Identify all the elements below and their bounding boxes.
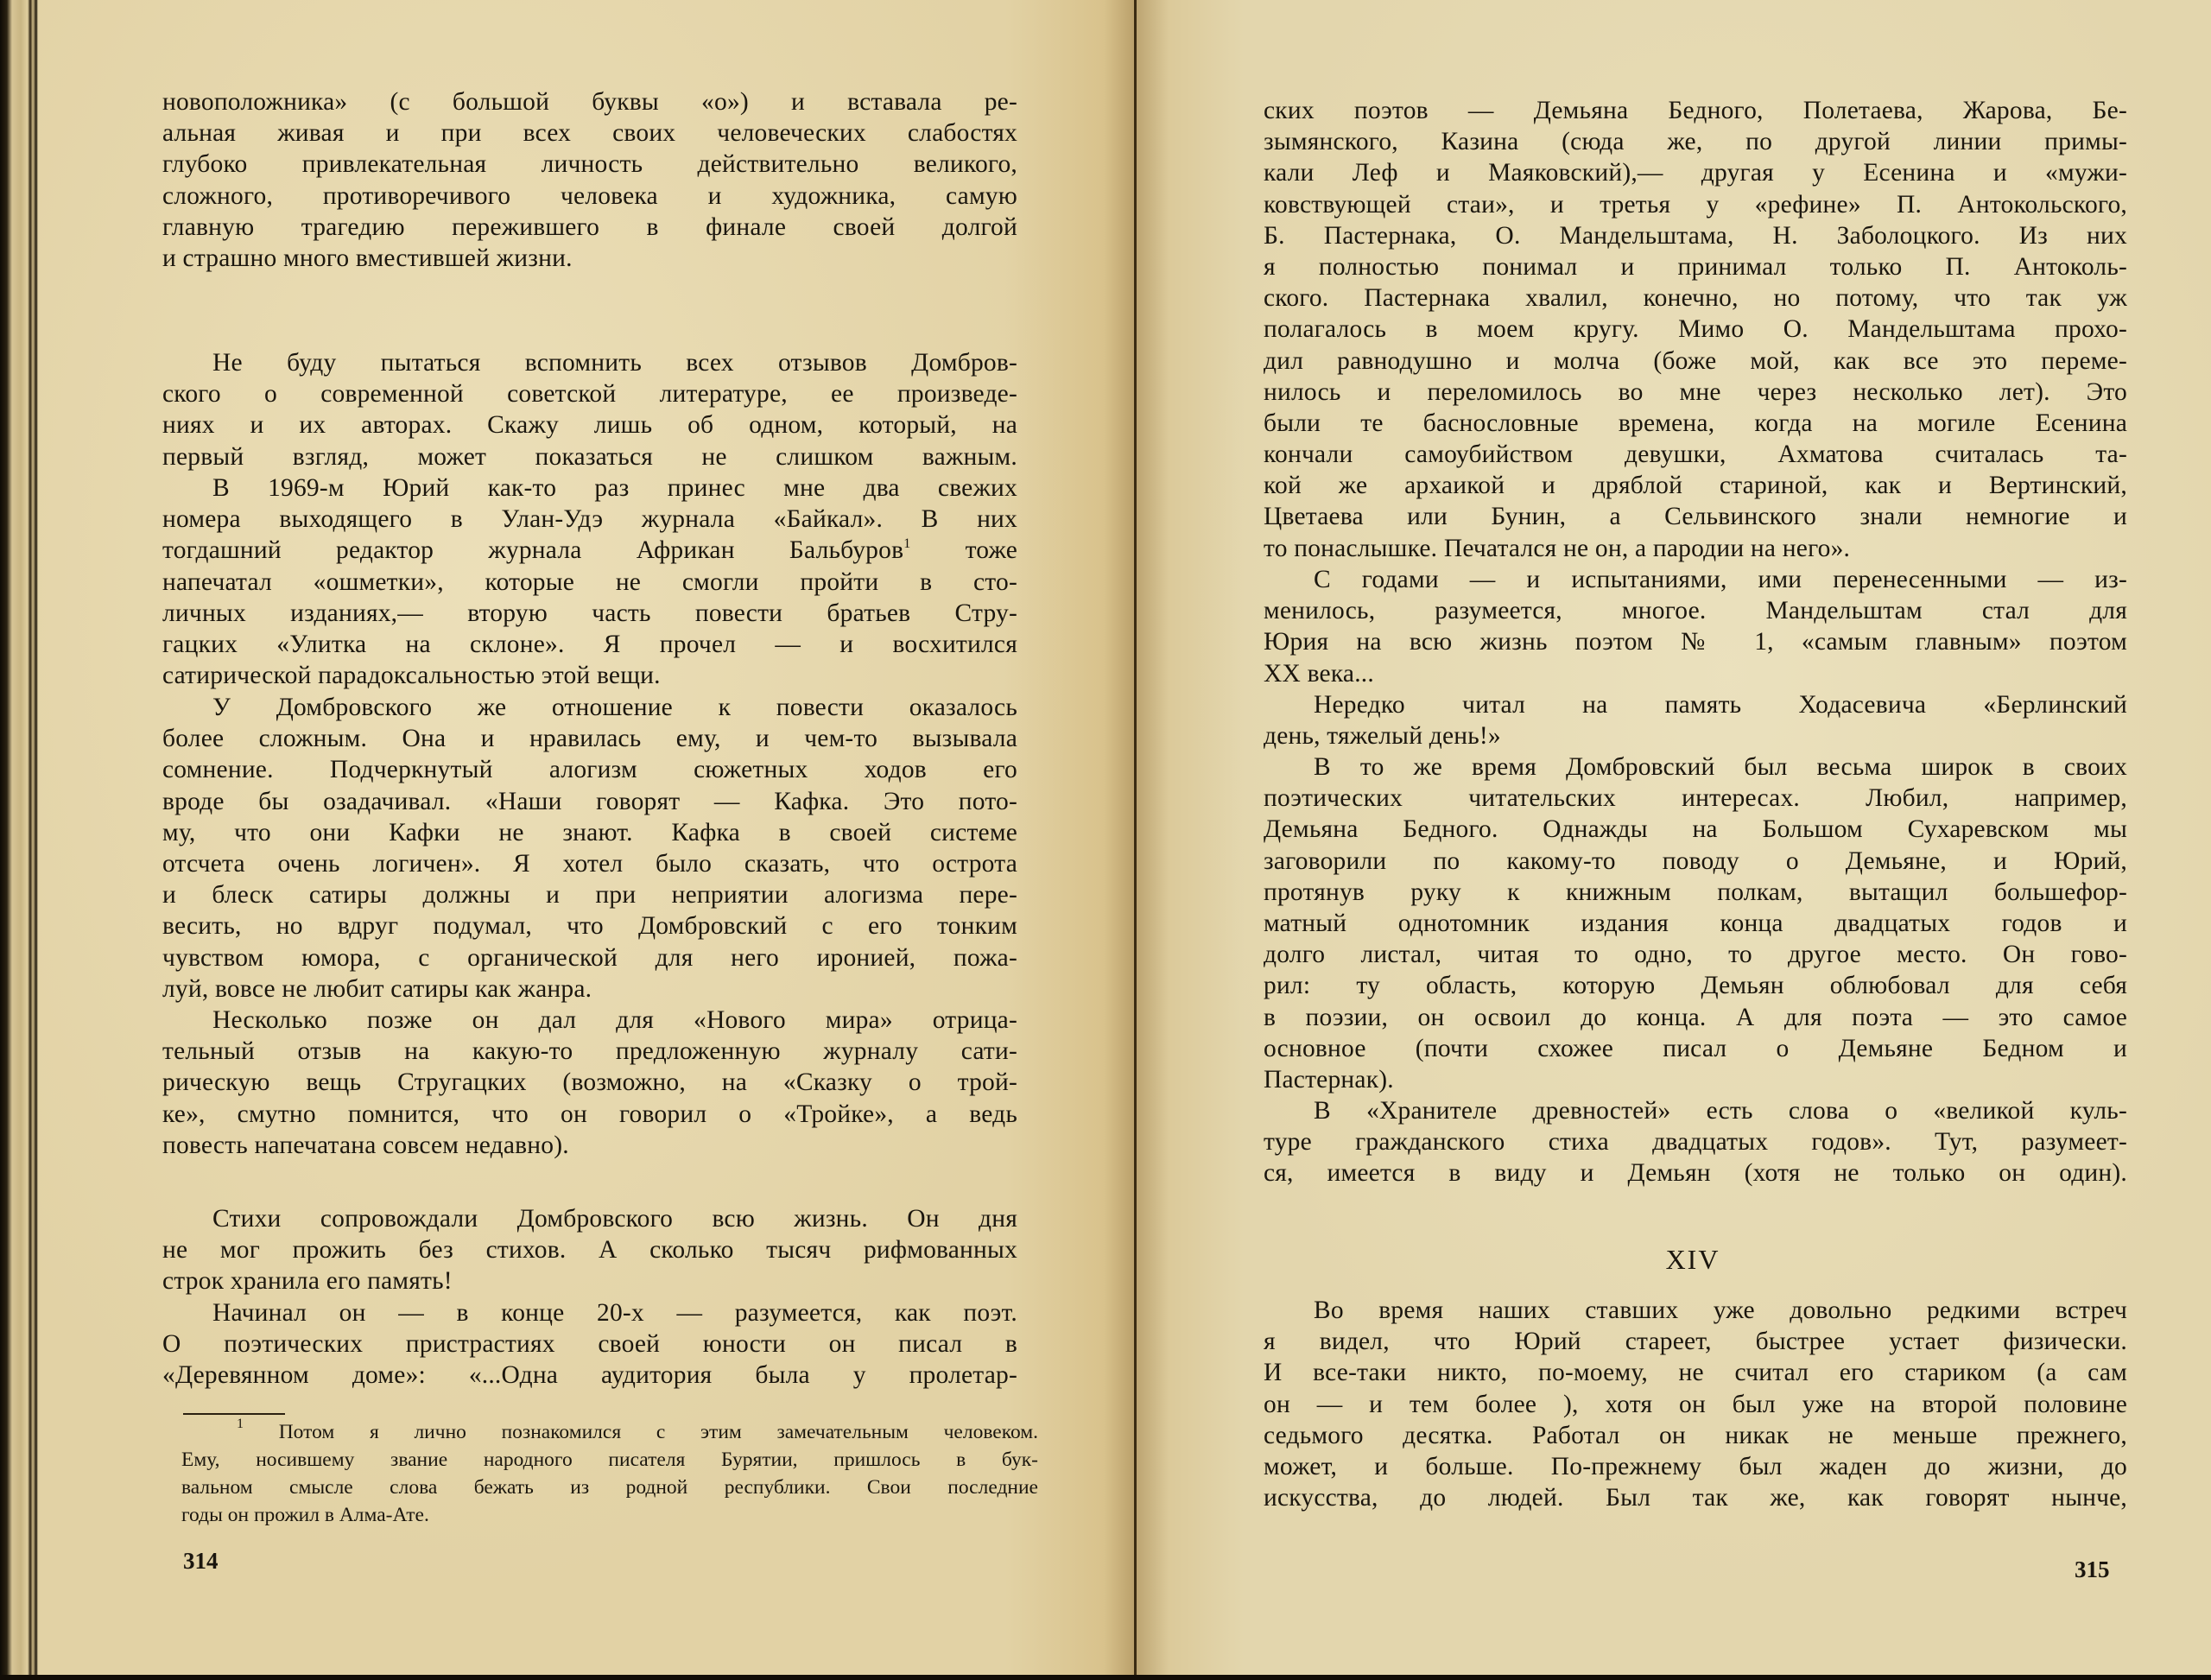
text-line: чувством юмора, с органической для него иронией, пожа- <box>162 943 1017 972</box>
text-line: полагалось в моем кругу. Мимо О. Мандельштама прохо- <box>1264 315 2127 344</box>
text-line: ских поэтов — Демьяна Бедного, Полетаева, Жарова, Бе- <box>1264 97 2127 124</box>
text-line: не мог прожить без стихов. А сколько тысяч рифмованных <box>162 1236 1017 1265</box>
left-paragraph-7 <box>162 1297 1017 1392</box>
text-line: сомнение. Подчеркнутый алогизм сюжетных ходов его <box>162 756 1017 784</box>
text-line: В «Хранителе древностей» есть слова о «великой куль- <box>1314 1097 2127 1125</box>
page-number-right: 315 <box>2075 1556 2110 1582</box>
text-fragment: Потом я лично познакомился с этим замечательным человеком. <box>278 1421 1038 1443</box>
text-line: заговорили по какому-то поводу о Демьяне, и Юрий, <box>1264 846 2127 875</box>
text-line: дил равнодушно и молча (боже мой, как все это переме- <box>1264 346 2127 375</box>
text-line: то понаслышке. Печатался не он, а пародии на него». <box>1264 534 1851 562</box>
text-line: ся, имеется в виду и Демьян (хотя не только он один). <box>1264 1159 2127 1188</box>
text-line: сатирической парадоксальностью этой вещи. <box>162 662 661 690</box>
text-line: первый взгляд, может показаться не слишком важным. <box>162 442 1017 471</box>
left-paragraph-6 <box>162 1203 1017 1297</box>
text-line: день, тяжелый день!» <box>1264 722 1501 751</box>
text-line: зымянского, Казина (сюда же, по другой линии примы- <box>1264 128 2127 156</box>
text-line <box>162 535 1017 566</box>
footnote-line: Ему, носившему звание народного писателя Бурятии, пришлось в бук- <box>181 1449 1038 1471</box>
text-line: Стихи сопровождали Домбровского всю жизнь. Он дня <box>212 1205 1017 1233</box>
text-line: и страшно много вместившей жизни. <box>162 244 573 272</box>
text-line: ского о современной советской литературе, ее произведе- <box>162 380 1017 409</box>
text-line: он — и тем более ), хотя он был уже на второй половине <box>1264 1390 2127 1418</box>
text-line: основное (почти схожее писал о Демьяне Бедном и <box>1264 1034 2127 1062</box>
footnote-reference[interactable]: 1 <box>903 536 911 552</box>
text-line: ниях и их авторах. Скажу лишь об одном, который, на <box>162 411 1017 440</box>
text-line: Несколько позже он дал для «Нового мира» отрица- <box>212 1006 1017 1034</box>
footnote-divider <box>183 1413 285 1415</box>
text-line: новоположника» (с большой буквы «о») и вставала ре- <box>162 88 1017 116</box>
text-line: напечатал «ошметки», которые не смогли пройти в сто- <box>162 567 1017 596</box>
right-paragraph-2 <box>1264 564 2127 689</box>
section-heading: XIV <box>1665 1244 1720 1275</box>
text-line: кали Леф и Маяковский),— другая у Есенина и «мужи- <box>1264 159 2127 187</box>
text-line: и блеск сатиры должны и при неприятии алогизма пере- <box>162 881 1017 910</box>
text-line: ке», смутно помнится, что он говорил о «Тройке», а ведь <box>162 1100 1017 1128</box>
text-line: номера выходящего в Улан-Удэ журнала «Байкал». В них <box>162 505 1017 534</box>
book-gutter <box>1134 0 1137 1680</box>
text-line: С годами — и испытаниями, ими перенесенными — из- <box>1314 566 2127 593</box>
right-paragraph-3 <box>1264 689 2127 751</box>
text-line: седьмого десятка. Работал он никак не меньше прежнего, <box>1264 1421 2127 1449</box>
text-line: рическую вещь Стругацких (возможно, на «Сказку о трой- <box>162 1068 1017 1097</box>
text-fragment: тоже <box>910 536 1017 565</box>
text-line: «Деревянном доме»: «...Одна аудитория была у пролетар- <box>162 1361 1017 1390</box>
text-line: ского. Пастернака хвалил, конечно, но потому, что так уж <box>1264 284 2127 313</box>
text-line: кой же архаикой и дряблой стариной, как и Вертинский, <box>1264 472 2127 500</box>
page-number-left: 314 <box>183 1548 219 1574</box>
footnote <box>181 1418 1038 1529</box>
text-line: туре гражданского стиха двадцатых годов». Тут, разумеет- <box>1264 1128 2127 1157</box>
text-line: ковствующей стаи», и третья у «рефине» П. Антокольского, <box>1264 190 2127 219</box>
text-line: тельный отзыв на какую-то предложенную журналу сати- <box>162 1037 1017 1066</box>
left-paragraph-1 <box>162 86 1017 274</box>
text-line: вроде бы озадачивал. «Наши говорят — Кафка. Это пото- <box>162 787 1017 815</box>
text-line: Б. Пастернака, О. Мандельштама, Н. Заболоцкого. Из них <box>1264 221 2127 250</box>
footnote-marker: 1 <box>237 1418 244 1431</box>
text-line: Пастернак). <box>1264 1065 1394 1094</box>
text-line: В 1969-м Юрий как-то раз принес мне два свежих <box>212 474 1017 502</box>
left-paragraph-2 <box>162 347 1017 472</box>
text-line: У Домбровского же отношение к повести оказалось <box>212 694 1017 721</box>
text-line: весить, но вдруг подумал, что Домбровский с его тонким <box>162 912 1017 941</box>
text-line: Юрия на всю жизнь поэтом № 1, «самым главным» поэтом <box>1264 628 2127 656</box>
right-paragraph-6 <box>1264 1295 2127 1513</box>
text-line: матный однотомник издания конца двадцатых годов и <box>1264 909 2127 937</box>
text-line: личных изданиях,— вторую часть повести братьев Стру- <box>162 599 1017 627</box>
text-line: отсчета очень логичен». Я хотел было сказать, что острота <box>162 849 1017 878</box>
text-line: более сложным. Она и нравилась ему, и чем-то вызывала <box>162 725 1017 753</box>
text-line: Не буду пытаться вспомнить всех отзывов Домбров- <box>212 349 1017 377</box>
text-line: поэтических читательских интересах. Любил, например, <box>1264 784 2127 813</box>
text-line: Начинал он — в конце 20-х — разумеется, как поэт. <box>212 1299 1017 1327</box>
footnote-line: вальном смысле слова бежать из родной республики. Свои последние <box>181 1476 1038 1499</box>
right-paragraph-4 <box>1264 751 2127 1095</box>
text-line: может, и больше. По-прежнему был жаден до жизни, до <box>1264 1452 2127 1480</box>
text-line: Нередко читал на память Ходасевича «Берлинский <box>1314 691 2127 719</box>
text-line: были те баснословные времена, когда на могиле Есенина <box>1264 409 2127 437</box>
text-fragment: тогдашний редактор журнала Африкан Бальбуров <box>162 536 904 565</box>
text-line: И все-таки никто, по-моему, не считал его стариком (а сам <box>1264 1359 2127 1387</box>
text-line: XX века... <box>1264 659 1374 688</box>
text-line: В то же время Домбровский был весьма широк в своих <box>1314 753 2127 781</box>
text-line: глубоко привлекательная личность действительно великого, <box>162 150 1017 179</box>
text-line: гацких «Улитка на склоне». Я прочел — и восхитился <box>162 630 1017 658</box>
text-line: главную трагедию пережившего в финале своей долгой <box>162 212 1017 241</box>
text-line: кончали самоубийством девушки, Ахматова считалась та- <box>1264 441 2127 469</box>
text-line: О поэтических пристрастиях своей юности он писал в <box>162 1330 1017 1359</box>
book-left-edge <box>0 0 38 1680</box>
text-line: долго листал, читая то одно, то другое место. Он гово- <box>1264 941 2127 969</box>
footnote-line: годы он прожил в Алма-Ате. <box>181 1504 429 1526</box>
text-line: искусства, до людей. Был так же, как говорят нынче, <box>1264 1484 2127 1512</box>
text-line: менилось, разумеется, многое. Мандельштам стал для <box>1264 597 2127 625</box>
left-paragraph-3 <box>162 472 1017 691</box>
text-line: я полностью понимал и принимал только П. Антоколь- <box>1264 252 2127 281</box>
right-paragraph-1 <box>1264 95 2127 564</box>
text-line: нилось и переломилось во мне через несколько лет). Это <box>1264 377 2127 406</box>
text-line: я видел, что Юрий стареет, быстрее устает физически. <box>1264 1328 2127 1356</box>
text-line: Цветаева или Бунин, а Сельвинского знали немногие и <box>1264 503 2127 531</box>
text-line: сложного, противоречивого человека и художника, самую <box>162 181 1017 210</box>
text-line: луй, вовсе не любит сатиры как жанра. <box>162 974 592 1003</box>
text-line: протянув руку к книжным полкам, вытащил большефор- <box>1264 878 2127 906</box>
text-line: Во время наших ставших уже довольно редкими встреч <box>1314 1296 2127 1324</box>
text-line: строк хранила его память! <box>162 1267 453 1296</box>
left-paragraph-5 <box>162 1005 1017 1161</box>
text-line: му, что они Кафки не знают. Кафка в своей системе <box>162 818 1017 846</box>
footnote-line <box>181 1418 1038 1446</box>
text-line: альная живая и при всех своих человеческих слабостях <box>162 119 1017 148</box>
book-bottom-edge <box>0 1675 2211 1680</box>
text-line: в поэзии, он освоил до конца. А для поэта — это самое <box>1264 1003 2127 1031</box>
text-line: рил: ту область, которую Демьян облюбовал для себя <box>1264 972 2127 1000</box>
left-paragraph-4 <box>162 692 1017 1005</box>
text-line: повесть напечатана совсем недавно). <box>162 1131 569 1159</box>
text-line: Демьяна Бедного. Однажды на Большом Сухаревском мы <box>1264 815 2127 844</box>
right-paragraph-5 <box>1264 1095 2127 1189</box>
